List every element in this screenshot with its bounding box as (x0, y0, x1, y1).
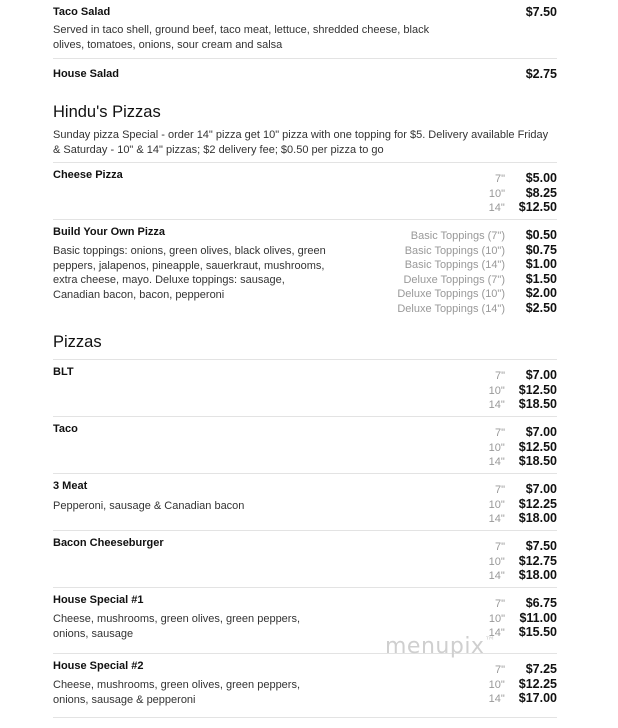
size-label: 14" (488, 513, 505, 525)
price-value: $18.00 (518, 568, 557, 582)
item-name: House Special #1 (53, 594, 144, 606)
price-value: $5.00 (525, 171, 557, 185)
price-row (489, 368, 557, 383)
size-label: 14" (488, 202, 505, 214)
price-value: $12.25 (518, 676, 557, 691)
section-title: Pizzas (53, 333, 557, 360)
menu-item-build-your-own-pizza (53, 220, 557, 321)
size-label: 10" (488, 384, 505, 397)
size-label: Basic Toppings (7") (410, 230, 505, 242)
price-value: $17.00 (518, 691, 557, 705)
menu-item-cheese-pizza (53, 163, 557, 220)
price-value: $8.25 (525, 185, 557, 200)
item-name: BLT (53, 366, 74, 378)
item-name: House Salad (53, 68, 120, 80)
price-row (489, 511, 557, 526)
size-label: 10" (488, 678, 505, 691)
menu-item-house-special-1 (53, 588, 557, 654)
price-row (489, 596, 557, 611)
size-label: 7" (494, 173, 505, 185)
item-price: $2.75 (525, 67, 557, 81)
price-value: $18.00 (518, 511, 557, 525)
price-row (489, 554, 557, 569)
size-label: Basic Toppings (14") (404, 259, 505, 271)
size-label: 10" (488, 498, 505, 511)
price-row (489, 383, 557, 398)
price-row (489, 397, 557, 412)
price-value: $1.50 (525, 271, 557, 286)
watermark-mark: ™ (484, 634, 496, 648)
size-label: Deluxe Toppings (7") (403, 273, 505, 286)
item-name: Taco Salad (53, 6, 111, 18)
item-description: Served in taco shell, ground beef, taco meat, lettuce, shredded cheese, black olives, tomatoes, onions, sour cream and salsa (53, 24, 430, 51)
menu-item-3-meat (53, 474, 557, 531)
item-description: Cheese, mushrooms, green olives, green peppers, onions, sausage & pepperoni (53, 679, 301, 706)
item-description: Pepperoni, sausage & Canadian bacon (53, 500, 245, 512)
price-row (489, 200, 557, 215)
price-row (489, 482, 557, 497)
item-price: $7.50 (525, 5, 557, 19)
price-value: $12.50 (518, 439, 557, 454)
price-row (397, 272, 557, 287)
section-note: Sunday pizza Special - order 14" pizza get 10" pizza with one topping for $5. Delivery available Friday & Saturday - 10" & 14" pizzas; $2 delivery fee; $0.50 per pizza to go (53, 128, 557, 163)
menu-item-bacon-cheeseburger (53, 531, 557, 588)
item-name: Bacon Cheeseburger (53, 537, 164, 549)
price-list (489, 539, 557, 583)
price-row (489, 539, 557, 554)
price-value: $12.75 (518, 553, 557, 568)
price-value: $2.00 (525, 286, 557, 300)
section-pizzas (53, 333, 557, 718)
price-value: $18.50 (518, 397, 557, 411)
price-value: $1.00 (525, 257, 557, 271)
price-row (397, 228, 557, 243)
price-value: $7.00 (525, 482, 557, 496)
price-value: $12.50 (518, 200, 557, 214)
price-list (489, 425, 557, 469)
price-value: $15.50 (518, 625, 557, 639)
price-row (489, 677, 557, 692)
price-value: $11.00 (519, 610, 557, 625)
price-value: $7.00 (525, 425, 557, 439)
item-name: 3 Meat (53, 480, 88, 492)
price-row (489, 611, 557, 626)
size-label: Basic Toppings (10") (404, 244, 505, 257)
size-label: Deluxe Toppings (14") (397, 302, 505, 315)
price-value: $18.50 (518, 454, 557, 468)
price-row (397, 257, 557, 272)
watermark-text: menupix (385, 634, 485, 659)
menu-item-taco-salad (53, 0, 557, 59)
item-name: Cheese Pizza (53, 169, 123, 181)
menu-page (53, 0, 557, 718)
price-value: $7.50 (525, 539, 557, 553)
price-row (489, 662, 557, 677)
price-row (397, 243, 557, 258)
size-label: 7" (494, 370, 505, 382)
size-label: 14" (488, 399, 505, 411)
size-label: 14" (488, 693, 505, 705)
price-row (489, 440, 557, 455)
section-title: Hindu's Pizzas (53, 103, 161, 121)
price-value: $0.50 (525, 228, 557, 242)
item-description: Basic toppings: onions, green olives, black olives, green peppers, jalapenos, pineapple, sauerkraut, mushrooms, extra cheese, mayo. Deluxe toppings: sausage, Canadian bacon, bacon, pepperoni (53, 245, 326, 301)
menu-item-blt (53, 360, 557, 417)
menu-item-taco (53, 417, 557, 474)
price-row (489, 497, 557, 512)
section-hindus-pizzas (53, 103, 557, 321)
price-list (489, 171, 557, 215)
size-label: 7" (494, 427, 505, 439)
size-label: 7" (494, 598, 505, 610)
menu-item-house-salad (53, 59, 557, 89)
price-list (489, 596, 557, 640)
size-label: 7" (494, 484, 505, 496)
price-row (489, 171, 557, 186)
size-label: 14" (488, 627, 505, 639)
price-list (489, 368, 557, 412)
price-list (489, 662, 557, 706)
price-row (397, 286, 557, 301)
size-label: 10" (488, 555, 505, 568)
price-value: $12.50 (518, 382, 557, 397)
price-row (489, 568, 557, 583)
price-row (397, 301, 557, 316)
price-row (489, 186, 557, 201)
size-label: 14" (488, 570, 505, 582)
item-name: House Special #2 (53, 660, 144, 672)
item-name: Taco (53, 423, 78, 435)
item-description: Cheese, mushrooms, green olives, green peppers, onions, sausage (53, 613, 301, 640)
price-row (489, 425, 557, 440)
menu-item-house-special-2 (53, 654, 557, 718)
size-label: 10" (488, 187, 505, 200)
size-label: 7" (494, 664, 505, 676)
price-row (489, 691, 557, 706)
size-label: 10" (488, 441, 505, 454)
price-value: $2.50 (525, 300, 557, 315)
price-value: $6.75 (525, 596, 557, 610)
price-list (489, 482, 557, 526)
price-value: $0.75 (525, 242, 557, 257)
price-value: $7.00 (525, 368, 557, 382)
price-value: $7.25 (525, 662, 557, 676)
price-list (397, 228, 557, 315)
price-row (489, 454, 557, 469)
size-label: 10" (488, 612, 505, 625)
price-row (489, 625, 557, 640)
size-label: 14" (488, 456, 505, 468)
price-value: $12.25 (518, 496, 557, 511)
size-label: Deluxe Toppings (10") (397, 288, 505, 300)
item-name: Build Your Own Pizza (53, 226, 166, 238)
size-label: 7" (494, 541, 505, 553)
